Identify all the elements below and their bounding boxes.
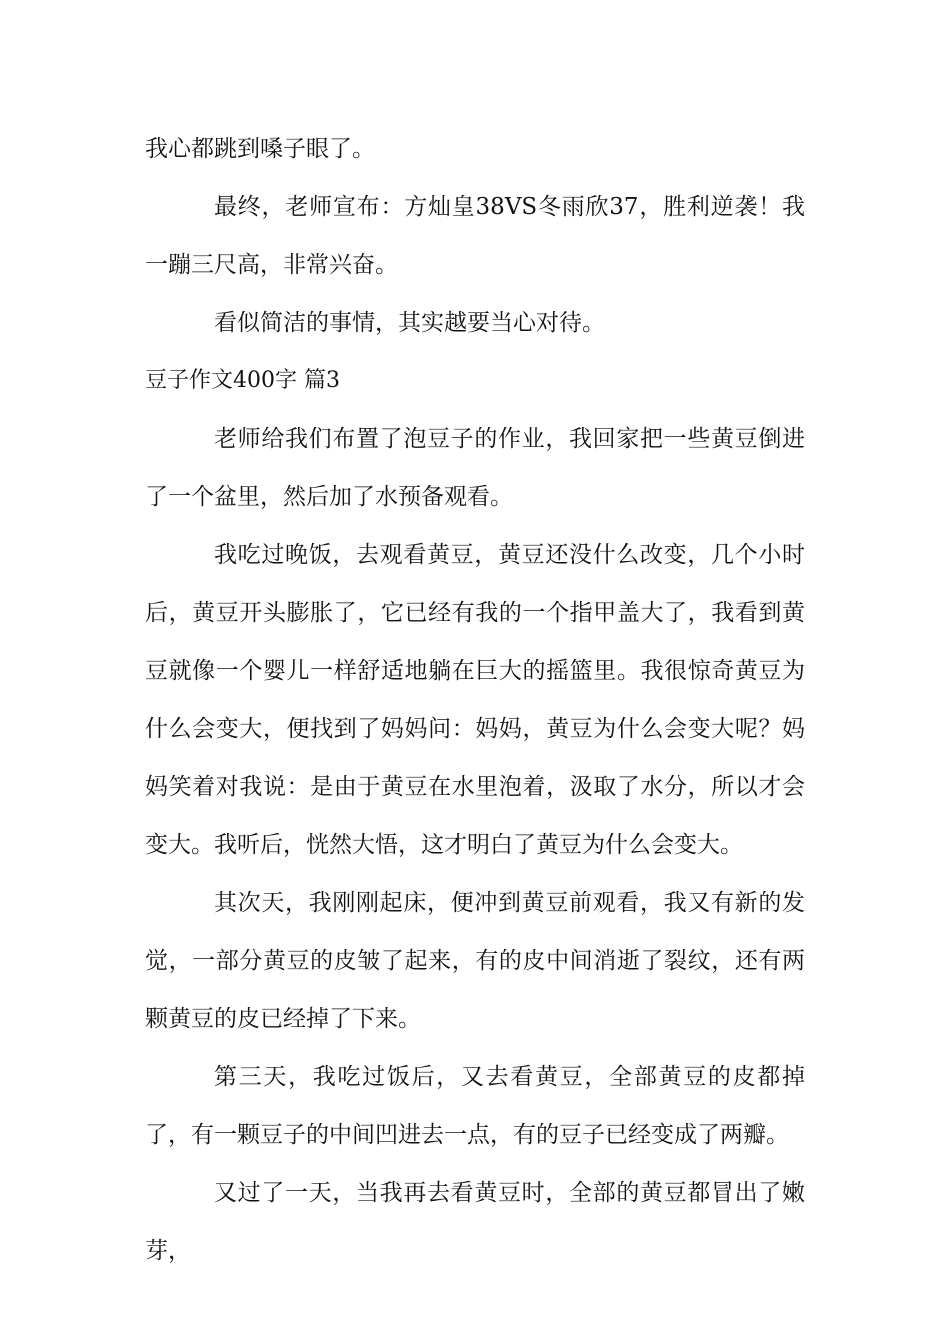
paragraph-6: 其次天，我刚刚起床，便冲到黄豆前观看，我又有新的发觉，一部分黄豆的皮皱了起来，有的皮中间消逝了裂纹，还有两颗黄豆的皮已经掉了下来。 xyxy=(145,890,805,1032)
paragraph-3: 看似简洁的事情，其实越要当心对待。 xyxy=(214,310,605,336)
paragraph-2: 最终，老师宣布：方灿皇38VS冬雨欣37，胜利逆袭！我一蹦三尺高，非常兴奋。 xyxy=(145,194,805,278)
section-heading: 豆子作文400字 篇3 xyxy=(145,368,340,393)
paragraph-8: 又过了一天，当我再去看黄豆时，全部的黄豆都冒出了嫩芽， xyxy=(145,1180,805,1264)
paragraph-4: 老师给我们布置了泡豆子的作业，我回家把一些黄豆倒进了一个盆里，然后加了水预备观看。 xyxy=(145,426,805,510)
paragraph-5: 我吃过晚饭，去观看黄豆，黄豆还没什么改变，几个小时后，黄豆开头膨胀了，它已经有我的一个指甲盖大了，我看到黄豆就像一个婴儿一样舒适地躺在巨大的摇篮里。我很惊奇黄豆为什么会变大，便找到了妈妈问：妈妈，黄豆为什么会变大呢？妈妈笑着对我说：是由于黄豆在水里泡着，汲取了水分，所以才会变大。我听后，恍然大悟，这才明白了黄豆为什么会变大。 xyxy=(145,542,805,858)
document-body xyxy=(145,120,805,1280)
paragraph-1: 我心都跳到嗓子眼了。 xyxy=(145,136,375,162)
paragraph-7: 第三天，我吃过饭后，又去看黄豆，全部黄豆的皮都掉了，有一颗豆子的中间凹进去一点，有的豆子已经变成了两瓣。 xyxy=(145,1064,805,1148)
